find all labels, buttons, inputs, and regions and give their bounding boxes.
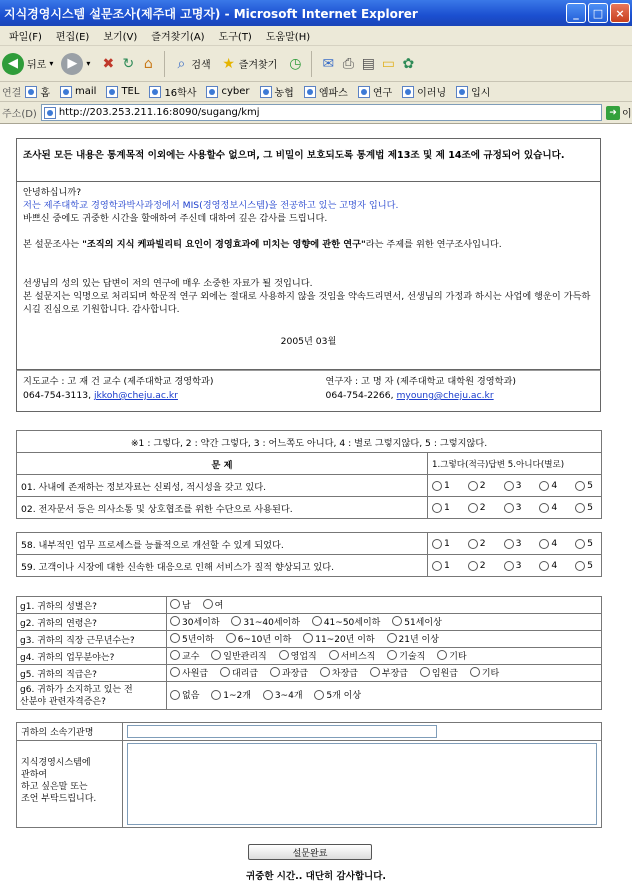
radio-label: 차장급 bbox=[331, 668, 358, 679]
radio-label: 임원급 bbox=[431, 668, 458, 679]
radio-option[interactable] bbox=[170, 688, 199, 701]
table-row bbox=[17, 475, 602, 497]
radio-option[interactable] bbox=[387, 649, 425, 662]
maximize-button[interactable]: □ bbox=[588, 3, 608, 23]
radio-button[interactable] bbox=[437, 650, 447, 660]
question-text: 02. 전자문서 등은 의사소통 및 상호협조를 위한 수단으로 사용된다. bbox=[17, 497, 428, 519]
link-elearning[interactable] bbox=[402, 84, 446, 99]
radio-label: 3 bbox=[515, 502, 522, 513]
links-bar bbox=[0, 82, 632, 102]
refresh-icon[interactable]: ↻ bbox=[122, 55, 135, 72]
radio-label: 4 bbox=[551, 480, 558, 491]
radio-label: 부장급 bbox=[381, 668, 408, 679]
table-row bbox=[17, 597, 602, 614]
chevron-down-icon: ▾ bbox=[86, 59, 91, 68]
survey-date: 2005년 03월 bbox=[280, 336, 337, 347]
radio-option[interactable] bbox=[504, 560, 522, 571]
opinion-cell bbox=[123, 741, 602, 828]
link-label: 연구 bbox=[372, 88, 393, 99]
close-button[interactable]: × bbox=[610, 3, 630, 23]
radio-option[interactable] bbox=[539, 538, 557, 549]
radio-button[interactable] bbox=[504, 539, 514, 549]
toolbar-separator bbox=[311, 51, 312, 77]
advisor-contact bbox=[23, 375, 292, 407]
radio-button[interactable] bbox=[470, 667, 480, 677]
radio-label: 5년이하 bbox=[182, 634, 214, 645]
radio-button[interactable] bbox=[468, 539, 478, 549]
question-header: 문 제 bbox=[17, 453, 428, 475]
demo-options bbox=[167, 682, 602, 710]
search-label: 검색 bbox=[191, 60, 211, 71]
radio-label: 일반관리직 bbox=[223, 651, 267, 662]
radio-label: 1 bbox=[444, 480, 450, 491]
radio-button[interactable] bbox=[170, 616, 180, 626]
radio-option[interactable] bbox=[504, 538, 522, 549]
researcher-email-link[interactable]: myoung@cheju.ac.kr bbox=[396, 390, 494, 401]
history-icon[interactable]: ◷ bbox=[289, 55, 302, 72]
demographics-table bbox=[16, 596, 602, 710]
table-row bbox=[17, 741, 602, 828]
radio-option[interactable] bbox=[437, 649, 466, 662]
demo-question: g1. 귀하의 성별은? bbox=[17, 597, 167, 614]
minimize-button[interactable]: _ bbox=[566, 3, 586, 23]
radio-option[interactable] bbox=[392, 615, 442, 628]
radio-button[interactable] bbox=[203, 599, 213, 609]
page-content bbox=[0, 126, 632, 891]
radio-button[interactable] bbox=[432, 561, 442, 571]
radio-label: 6~10년 이하 bbox=[237, 634, 292, 645]
study-suffix: 라는 주제를 위한 연구조사입니다. bbox=[365, 239, 502, 250]
radio-option[interactable] bbox=[539, 480, 557, 491]
go-label: 이 bbox=[622, 109, 632, 120]
radio-option[interactable] bbox=[470, 666, 499, 679]
advisor-line bbox=[23, 389, 292, 403]
radio-label: 3 bbox=[515, 560, 522, 571]
radio-option[interactable] bbox=[170, 632, 214, 645]
radio-option[interactable] bbox=[468, 502, 486, 513]
radio-option[interactable] bbox=[575, 538, 593, 549]
radio-label: 남 bbox=[182, 600, 191, 611]
demo-question: g4. 귀하의 업무분야는? bbox=[17, 648, 167, 665]
advisor-email-link[interactable]: jkkoh@cheju.ac.kr bbox=[93, 390, 178, 401]
radio-button[interactable] bbox=[432, 503, 442, 513]
radio-button[interactable] bbox=[170, 690, 180, 700]
question-text: 59. 고객이나 시장에 대한 신속한 대응으로 인해 서비스가 질적 향상되고 있다. bbox=[17, 555, 428, 577]
radio-option[interactable] bbox=[329, 649, 376, 662]
radio-label: 기타 bbox=[481, 668, 500, 679]
radio-button[interactable] bbox=[575, 539, 585, 549]
table-row bbox=[17, 555, 602, 577]
table-row bbox=[17, 682, 602, 710]
radio-option[interactable] bbox=[420, 666, 458, 679]
favorites-label: 즐겨찾기 bbox=[238, 60, 278, 71]
org-label: 귀하의 소속기관명 bbox=[17, 723, 123, 741]
survey-introduction bbox=[16, 182, 601, 370]
radio-option[interactable] bbox=[504, 480, 522, 491]
radio-button[interactable] bbox=[387, 633, 397, 643]
radio-button[interactable] bbox=[329, 650, 339, 660]
page-icon bbox=[260, 86, 272, 98]
table-row bbox=[17, 631, 602, 648]
radio-option[interactable] bbox=[303, 632, 374, 645]
radio-label: 4 bbox=[551, 502, 558, 513]
radio-label: 여 bbox=[214, 600, 224, 611]
address-label: 주소(D) bbox=[2, 109, 37, 120]
radio-label: 과장급 bbox=[281, 668, 309, 679]
study-prefix: 본 설문조사는 bbox=[23, 239, 83, 250]
search-icon: ⌕ bbox=[177, 55, 186, 72]
radio-label: 5 bbox=[587, 560, 593, 571]
radio-option[interactable] bbox=[170, 666, 208, 679]
radio-button[interactable] bbox=[468, 503, 478, 513]
opinion-label-line: 하고 싶은말 또는 bbox=[21, 782, 88, 792]
toolbar bbox=[0, 46, 632, 82]
likert-table-top bbox=[16, 430, 602, 519]
page-icon bbox=[402, 86, 414, 98]
org-cell bbox=[123, 723, 602, 741]
radio-option[interactable] bbox=[226, 632, 292, 645]
link-label: cyber bbox=[221, 86, 250, 97]
radio-option[interactable] bbox=[211, 688, 251, 701]
opinion-textarea[interactable] bbox=[127, 743, 597, 825]
radio-label: 3 bbox=[515, 480, 522, 491]
link-tel[interactable] bbox=[106, 86, 139, 98]
demo-options bbox=[167, 665, 602, 682]
confidentiality-notice: 조사된 모든 내용은 통계목적 이외에는 사용할수 없으며, 그 비밀이 보호되도록 통계법 제13조 및 제 14조에 규정되어 있습니다. bbox=[16, 138, 601, 182]
greeting: 안녕하십니까? bbox=[23, 187, 82, 198]
radio-button[interactable] bbox=[575, 561, 585, 571]
radio-button[interactable] bbox=[468, 481, 478, 491]
messenger-icon[interactable]: ✿ bbox=[402, 55, 415, 72]
radio-option[interactable] bbox=[203, 598, 224, 611]
page-icon bbox=[44, 107, 56, 119]
address-url: http://203.253.211.16:8090/sugang/kmj bbox=[58, 107, 260, 118]
study-purpose bbox=[23, 238, 594, 251]
question-text: 01. 사내에 존재하는 정보자료는 신뢰성, 적시성을 갖고 있다. bbox=[17, 475, 428, 497]
radio-button[interactable] bbox=[220, 667, 230, 677]
page-icon bbox=[206, 86, 218, 98]
radio-label: 기술직 bbox=[399, 651, 426, 662]
radio-label: 5 bbox=[587, 538, 593, 549]
advisor-name: 지도교수 : 고 재 건 교수 (제주대학교 경영학과) bbox=[23, 376, 214, 387]
radio-label: 51세이상 bbox=[404, 617, 442, 628]
link-label: 농협 bbox=[274, 88, 294, 99]
demo-options bbox=[167, 597, 602, 614]
link-label: 입시 bbox=[471, 88, 491, 99]
radio-button[interactable] bbox=[504, 481, 514, 491]
radio-option[interactable] bbox=[220, 666, 258, 679]
favorites-button[interactable] bbox=[219, 54, 278, 74]
radio-label: 2 bbox=[479, 480, 486, 491]
demo-question: g3. 귀하의 직장 근무년수는? bbox=[17, 631, 167, 648]
submit-survey-button[interactable]: 설문완료 bbox=[248, 844, 372, 860]
demo-question-line: g6. 귀하가 소지하고 있는 전 bbox=[20, 684, 133, 695]
link-16[interactable] bbox=[149, 84, 196, 99]
radio-button[interactable] bbox=[539, 503, 549, 513]
table-row bbox=[17, 533, 602, 555]
radio-option[interactable] bbox=[320, 666, 358, 679]
intro-thanks: 바쁘신 중에도 귀중한 시간을 할애하여 주신데 대하여 깊은 감사를 드립니다. bbox=[23, 213, 328, 224]
demo-question-line: 산분야 관련자격증은? bbox=[20, 696, 106, 707]
menu-file[interactable]: 파일(F) bbox=[9, 32, 42, 43]
link-mail[interactable] bbox=[60, 86, 96, 98]
radio-option[interactable] bbox=[468, 480, 486, 491]
demo-options bbox=[167, 631, 602, 648]
radio-option[interactable] bbox=[231, 615, 300, 628]
radio-option[interactable] bbox=[575, 502, 593, 513]
radio-label: 1 bbox=[444, 538, 450, 549]
opinion-label-line: 지식경영시스템에 bbox=[21, 758, 91, 768]
opinion-label bbox=[17, 741, 123, 828]
radio-button[interactable] bbox=[270, 667, 280, 677]
table-row bbox=[17, 614, 602, 631]
radio-button[interactable] bbox=[504, 561, 514, 571]
radio-button[interactable] bbox=[539, 539, 549, 549]
radio-button[interactable] bbox=[432, 481, 442, 491]
link-home[interactable] bbox=[25, 84, 50, 99]
answer-cell bbox=[428, 555, 602, 577]
radio-option[interactable] bbox=[312, 615, 381, 628]
radio-button[interactable] bbox=[312, 616, 322, 626]
page-icon bbox=[304, 86, 316, 98]
table-row bbox=[17, 723, 602, 741]
radio-label: 1 bbox=[444, 560, 450, 571]
link-label: 홈 bbox=[40, 88, 50, 99]
radio-label: 5 bbox=[587, 480, 593, 491]
researcher-line bbox=[326, 389, 595, 403]
link-label: 이러닝 bbox=[417, 88, 447, 99]
link-cyber[interactable] bbox=[206, 86, 249, 98]
forward-arrow-icon: ▶ bbox=[61, 53, 83, 75]
radio-label: 3~4개 bbox=[274, 691, 303, 702]
radio-option[interactable] bbox=[170, 649, 199, 662]
menu-favorites[interactable]: 즐겨찾기(A) bbox=[151, 32, 205, 43]
link-label: 엠파스 bbox=[318, 88, 348, 99]
question-text: 58. 내부적인 업무 프로세스를 능률적으로 개선할 수 있게 되었다. bbox=[17, 533, 428, 555]
link-admission[interactable] bbox=[456, 84, 490, 99]
radio-option[interactable] bbox=[211, 649, 266, 662]
radio-label: 2 bbox=[479, 560, 486, 571]
radio-option[interactable] bbox=[270, 666, 308, 679]
home-icon[interactable]: ⌂ bbox=[143, 55, 153, 72]
radio-option[interactable] bbox=[432, 538, 450, 549]
radio-label: 30세이하 bbox=[182, 617, 220, 628]
radio-button[interactable] bbox=[170, 650, 180, 660]
radio-button[interactable] bbox=[303, 633, 313, 643]
link-empas[interactable] bbox=[304, 84, 348, 99]
demo-question bbox=[17, 682, 167, 710]
radio-button[interactable] bbox=[211, 650, 221, 660]
opinion-label-line: 관하여 bbox=[21, 770, 48, 780]
link-label: 16학사 bbox=[164, 88, 197, 99]
radio-button[interactable] bbox=[504, 503, 514, 513]
radio-label: 4 bbox=[551, 560, 558, 571]
table-row bbox=[17, 497, 602, 519]
radio-option[interactable] bbox=[575, 480, 593, 491]
radio-label: 서비스직 bbox=[340, 651, 376, 662]
page-icon bbox=[358, 86, 370, 98]
radio-option[interactable] bbox=[432, 502, 450, 513]
answer-header: 1.그렇다(적극)답변 5.아니다(별로) bbox=[428, 453, 602, 475]
answer-cell bbox=[428, 475, 602, 497]
radio-option[interactable] bbox=[387, 632, 439, 645]
search-button[interactable] bbox=[171, 54, 210, 74]
radio-option[interactable] bbox=[468, 538, 486, 549]
links-label: 연결 bbox=[2, 88, 22, 99]
back-label: 뒤로 bbox=[27, 60, 47, 71]
radio-button[interactable] bbox=[211, 690, 221, 700]
menu-help[interactable]: 도움말(H) bbox=[265, 32, 311, 43]
intro-researcher: 저는 제주대학교 경영학과박사과정에서 MIS(경영정보시스템)을 전공하고 있는 고명자 입니다. bbox=[23, 200, 399, 211]
radio-label: 1 bbox=[444, 502, 450, 513]
radio-button[interactable] bbox=[231, 616, 241, 626]
radio-button[interactable] bbox=[420, 667, 430, 677]
page-icon bbox=[25, 86, 37, 98]
menu-edit[interactable]: 편집(E) bbox=[55, 32, 90, 43]
link-nonghyup[interactable] bbox=[260, 84, 294, 99]
radio-button[interactable] bbox=[575, 481, 585, 491]
radio-option[interactable] bbox=[170, 615, 220, 628]
radio-option[interactable] bbox=[370, 666, 408, 679]
radio-label: 대리급 bbox=[231, 668, 259, 679]
toolbar-separator bbox=[164, 51, 165, 77]
radio-label: 없음 bbox=[182, 691, 200, 702]
radio-button[interactable] bbox=[539, 561, 549, 571]
radio-button[interactable] bbox=[170, 599, 180, 609]
radio-option[interactable] bbox=[170, 598, 191, 611]
menu-view[interactable]: 보기(V) bbox=[103, 32, 138, 43]
researcher-name: 연구자 : 고 명 자 (제주대학교 대학원 경영학과) bbox=[325, 376, 516, 387]
go-arrow-icon: ➜ bbox=[606, 106, 620, 120]
radio-button[interactable] bbox=[468, 561, 478, 571]
researcher-contact bbox=[292, 375, 595, 407]
likert-table-bottom bbox=[16, 532, 602, 577]
address-bar bbox=[0, 102, 632, 124]
radio-button[interactable] bbox=[170, 667, 180, 677]
study-title: "조직의 지식 케파빌리티 요인이 경영효과에 미치는 영향에 관한 연구" bbox=[82, 239, 366, 250]
radio-label: 2 bbox=[479, 538, 486, 549]
scale-legend: ※1 : 그렇다, 2 : 약간 그렇다, 3 : 어느쪽도 아니다, 4 : 별로 그렇지않다, 5 : 그렇지않다. bbox=[17, 431, 602, 453]
demo-options bbox=[167, 614, 602, 631]
demo-question: g5. 귀하의 직급은? bbox=[17, 665, 167, 682]
answer-cell bbox=[428, 497, 602, 519]
radio-button[interactable] bbox=[539, 481, 549, 491]
radio-label: 4 bbox=[551, 538, 558, 549]
radio-label: 2 bbox=[479, 502, 486, 513]
radio-option[interactable] bbox=[263, 688, 303, 701]
radio-button[interactable] bbox=[279, 650, 289, 660]
print-icon[interactable]: ⎙ bbox=[342, 55, 354, 72]
menu-bar bbox=[0, 26, 632, 46]
mail-icon[interactable]: ✉ bbox=[322, 55, 335, 72]
radio-option[interactable] bbox=[539, 560, 557, 571]
opinion-label-line: 조언 부탁드립니다. bbox=[21, 794, 97, 804]
demo-question: g2. 귀하의 연령은? bbox=[17, 614, 167, 631]
radio-option[interactable] bbox=[314, 688, 361, 701]
discuss-icon[interactable]: ▭ bbox=[381, 55, 395, 72]
radio-option[interactable] bbox=[468, 560, 486, 571]
radio-option[interactable] bbox=[279, 649, 317, 662]
demo-options bbox=[167, 648, 602, 665]
chevron-down-icon: ▾ bbox=[49, 59, 54, 68]
radio-label: 3 bbox=[515, 538, 522, 549]
radio-button[interactable] bbox=[170, 633, 180, 643]
edit-icon[interactable]: ▤ bbox=[361, 55, 375, 72]
intro-value: 선생님의 성의 있는 답변이 저의 연구에 매우 소중한 자료가 될 것입니다. bbox=[23, 278, 313, 289]
radio-label: 11~20년 이하 bbox=[315, 634, 375, 645]
radio-label: 기타 bbox=[449, 651, 467, 662]
page-icon bbox=[456, 86, 468, 98]
thanks-message: 귀중한 시간.. 대단히 감사합니다. bbox=[245, 871, 387, 882]
radio-button[interactable] bbox=[387, 650, 397, 660]
table-row bbox=[17, 665, 602, 682]
page-icon bbox=[106, 86, 118, 98]
link-research[interactable] bbox=[358, 84, 392, 99]
radio-label: 1~2개 bbox=[223, 691, 251, 702]
intro-anonymity: 본 설문지는 익명으로 처리되며 학문적 연구 외에는 절대로 사용하지 않을 것임을 약속드리면서, 선생님의 가정과 하시는 사업에 행운이 가득하시길 진심으로 기원합니다. 감사합니다. bbox=[23, 291, 591, 315]
radio-label: 사원급 bbox=[182, 668, 209, 679]
radio-label: 5개 이상 bbox=[326, 691, 362, 702]
radio-button[interactable] bbox=[575, 503, 585, 513]
address-input[interactable] bbox=[41, 104, 602, 121]
radio-option[interactable] bbox=[432, 480, 450, 491]
link-label: mail bbox=[75, 86, 97, 97]
radio-button[interactable] bbox=[226, 633, 236, 643]
radio-option[interactable] bbox=[504, 502, 522, 513]
window-titlebar bbox=[0, 0, 632, 26]
radio-label: 41~50세이하 bbox=[323, 617, 381, 628]
radio-label: 21년 이상 bbox=[398, 634, 439, 645]
table-row bbox=[17, 648, 602, 665]
radio-button[interactable] bbox=[314, 690, 324, 700]
page-icon bbox=[149, 86, 161, 98]
answer-cell bbox=[428, 533, 602, 555]
free-response-table bbox=[16, 722, 602, 828]
menu-tools[interactable]: 도구(T) bbox=[218, 32, 252, 43]
go-button[interactable] bbox=[602, 105, 632, 120]
radio-button[interactable] bbox=[370, 667, 380, 677]
radio-label: 영업직 bbox=[290, 651, 317, 662]
radio-label: 31~40세이하 bbox=[243, 617, 300, 628]
advisor-phone: 064-754-3113, bbox=[23, 390, 92, 401]
stop-icon[interactable]: ✖ bbox=[102, 55, 115, 72]
radio-option[interactable] bbox=[539, 502, 557, 513]
organization-input[interactable] bbox=[127, 725, 437, 738]
star-icon: ★ bbox=[222, 55, 235, 72]
page-icon bbox=[60, 86, 72, 98]
radio-label: 5 bbox=[587, 502, 593, 513]
radio-button[interactable] bbox=[432, 539, 442, 549]
radio-button[interactable] bbox=[263, 690, 273, 700]
back-button[interactable] bbox=[2, 53, 53, 75]
researcher-phone: 064-754-2266, bbox=[325, 390, 394, 401]
forward-button[interactable] bbox=[61, 53, 90, 75]
contact-info bbox=[16, 370, 601, 412]
radio-button[interactable] bbox=[392, 616, 402, 626]
link-label: TEL bbox=[121, 86, 140, 97]
back-arrow-icon: ◀ bbox=[2, 53, 24, 75]
radio-option[interactable] bbox=[575, 560, 593, 571]
window-title: 지식경영시스템 설문조사(제주대 고명자) - Microsoft Internet Explorer bbox=[4, 6, 418, 21]
radio-option[interactable] bbox=[432, 560, 450, 571]
radio-label: 교수 bbox=[182, 651, 200, 662]
radio-button[interactable] bbox=[320, 667, 330, 677]
